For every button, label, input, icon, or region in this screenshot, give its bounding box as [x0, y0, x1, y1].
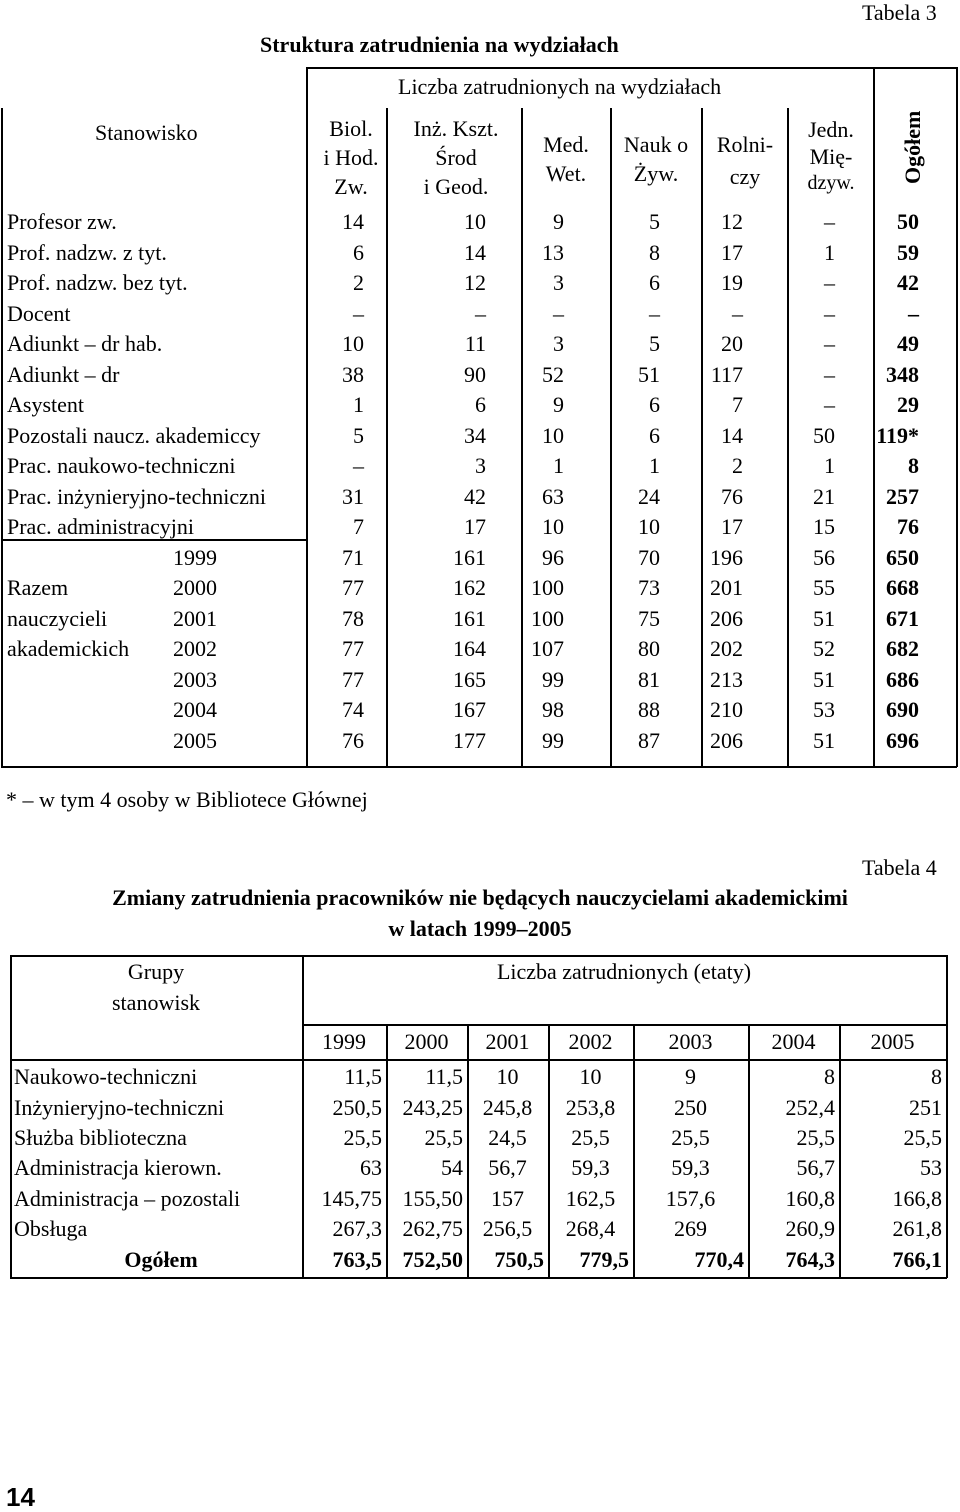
table3-cell: 7: [732, 392, 743, 418]
table3-right-rule: [956, 67, 958, 767]
table3-cell: 74: [342, 697, 364, 723]
table3-cell: 14: [342, 209, 364, 235]
table3-total-cell: 668: [886, 575, 919, 601]
table3-cell: 52: [542, 361, 564, 387]
table3-year-label: [3, 604, 306, 635]
table3-row-label: Adiunkt – dr: [7, 361, 120, 387]
table4-cell: 269: [674, 1216, 707, 1242]
table3-row: [3, 329, 937, 360]
table4-row-label: Naukowo-techniczni: [14, 1064, 198, 1090]
table3-row-label: Prac. naukowo-techniczni: [7, 453, 236, 479]
table3-cell: 161: [453, 544, 486, 570]
table4-cell: 251: [909, 1094, 942, 1120]
table3-cell: 117: [710, 361, 743, 387]
table3-cell: 76: [721, 483, 743, 509]
col-header-ogolem: Ogółem: [900, 110, 925, 184]
table3-cell: 31: [342, 483, 364, 509]
table3-row-label: Prac. inżynieryjno-techniczni: [7, 483, 267, 509]
table4-cell: 267,3: [332, 1216, 382, 1242]
table4-cell: 10: [496, 1064, 519, 1090]
table3-total-cell: 257: [886, 483, 919, 509]
table3-cell: 10: [542, 514, 564, 540]
table3-row-label: Docent: [7, 300, 71, 326]
table4-title-line2: w latach 1999–2005: [388, 916, 572, 941]
table3-cell: 34: [464, 422, 486, 448]
table3-cell: 6: [353, 239, 364, 265]
table4-row: [10, 1153, 946, 1183]
table3-cell: 38: [342, 361, 364, 387]
table3-bottom-rule: [1, 766, 957, 768]
table4-grupy-header: Grupy stanowisk: [112, 959, 200, 1015]
table3-cell: 8: [649, 239, 660, 265]
table3-top-rule: [306, 67, 958, 69]
table3-cell: 6: [475, 392, 486, 418]
table4-cell: 779,5: [579, 1246, 629, 1272]
table3-cell: 196: [710, 544, 743, 570]
table4-cell: 11,5: [344, 1064, 382, 1090]
table3-total-cell: 49: [897, 331, 919, 357]
table4-right-rule: [946, 955, 948, 1278]
table4-cell: 25,5: [796, 1124, 835, 1150]
table3-cell: 1: [824, 239, 835, 265]
table3-cell: 17: [721, 514, 743, 540]
table3-cell: 55: [813, 575, 835, 601]
table3-total-cell: 29: [897, 392, 919, 418]
table3-title: Struktura zatrudnienia na wydziałach: [260, 32, 619, 57]
table3-cell: 15: [813, 514, 835, 540]
table3-cell: 13: [542, 239, 564, 265]
table4-cell: 166,8: [892, 1185, 942, 1211]
table3-razem-label: akademickich: [7, 636, 130, 661]
table3-year: 2004: [173, 697, 217, 722]
table3-cell: 206: [710, 727, 743, 753]
table3-cell: 56: [813, 544, 835, 570]
table3-cell: 12: [721, 209, 743, 235]
table3-cell: 17: [464, 514, 486, 540]
table3-cell: 77: [342, 636, 364, 662]
table3-row: [3, 512, 937, 543]
table3-cell: 1: [824, 453, 835, 479]
table3-cell: 177: [453, 727, 486, 753]
table4-body: [10, 1062, 946, 1275]
table3-cell: 100: [531, 575, 564, 601]
table3-total-cell: 671: [886, 605, 919, 631]
table4-cell: 53: [920, 1155, 942, 1181]
table4-cell: 24,5: [488, 1124, 527, 1150]
table3-cell: 3: [553, 270, 564, 296]
table3-cell: 98: [542, 697, 564, 723]
table4-row-label: Ogółem: [124, 1246, 198, 1272]
table3-cell: 5: [649, 331, 660, 357]
table3-cell: 51: [813, 727, 835, 753]
table3-razem-label: Razem: [7, 575, 69, 600]
table4-cell: 59,3: [571, 1155, 610, 1181]
table3-cell: –: [553, 300, 564, 326]
table3-year-row: [3, 543, 937, 574]
col-header-jedn: Jedn. Mię- dzyw.: [807, 117, 855, 194]
table3-total-cell: 59: [897, 239, 919, 265]
table4-cell: 162,5: [565, 1185, 616, 1211]
table3-total-cell: 42: [897, 270, 919, 296]
table3-cell: 206: [710, 605, 743, 631]
table4-cell: 54: [441, 1155, 463, 1181]
table4-cell: 752,50: [402, 1246, 463, 1272]
table3-body: [3, 207, 937, 756]
table3-cell: 21: [813, 483, 835, 509]
table4-cell: 11,5: [425, 1064, 463, 1090]
table3-cell: –: [353, 300, 364, 326]
table3-year-row: [3, 665, 937, 696]
table4-row-label: Administracja kierown.: [14, 1155, 222, 1181]
table3-cell: 10: [342, 331, 364, 357]
table3-row: [3, 268, 937, 299]
table3-cell: 210: [710, 697, 743, 723]
table4-cell: 160,8: [785, 1185, 835, 1211]
table3-cell: 63: [542, 483, 564, 509]
table4-cell: 8: [931, 1064, 942, 1090]
table4-cell: 268,4: [565, 1216, 616, 1242]
table4-cell: 56,7: [488, 1155, 527, 1181]
table3-cell: 42: [464, 483, 486, 509]
table3-year-label: [3, 695, 306, 726]
table4-cell: 245,8: [482, 1094, 533, 1120]
table4-row-label: Inżynieryjno-techniczni: [14, 1094, 225, 1120]
table3-cell: 1: [353, 392, 364, 418]
table3-cell: 5: [353, 422, 364, 448]
table4-row: [10, 1092, 946, 1122]
table3-row: [3, 451, 937, 482]
table3-cell: –: [824, 392, 835, 418]
table4-cell: 25,5: [424, 1124, 463, 1150]
table3-cell: 107: [531, 636, 564, 662]
table3-total-cell: 686: [886, 666, 919, 692]
table4-total-row: [10, 1244, 946, 1274]
col-header-med: Med. Wet.: [543, 132, 589, 186]
table3-cell: –: [824, 331, 835, 357]
table3-cell: 99: [542, 727, 564, 753]
table3-cell: 14: [464, 239, 486, 265]
table4-header-bottom-rule: [10, 1059, 947, 1061]
table4-cell: 25,5: [671, 1124, 710, 1150]
table3-cell: 3: [553, 331, 564, 357]
table3-cell: 24: [638, 483, 660, 509]
table3-cell: 75: [638, 605, 660, 631]
table3-cell: 100: [531, 605, 564, 631]
table3-row: [3, 238, 937, 269]
table3-row: [3, 390, 937, 421]
table3-cell: 76: [342, 727, 364, 753]
table4-title-line1: Zmiany zatrudnienia pracowników nie będących nauczycielami akademickimi: [112, 885, 848, 910]
table3-row-label: Pozostali naucz. akademiccy: [7, 422, 261, 448]
table3-stanowisko-header: Stanowisko: [95, 120, 198, 145]
table4-years-top-rule: [302, 1024, 947, 1026]
table3-cell: 12: [464, 270, 486, 296]
table4-row: [10, 1062, 946, 1092]
table3-cell: 80: [638, 636, 660, 662]
table3-cell: 2: [353, 270, 364, 296]
table4-row-label: Administracja – pozostali: [14, 1185, 241, 1211]
col-header-rolni: Rolni- czy: [716, 132, 774, 189]
table3-cell: 213: [710, 666, 743, 692]
table3-row: [3, 207, 937, 238]
table3-cell: 78: [342, 605, 364, 631]
table3-cell: 1: [649, 453, 660, 479]
table3-group-header: Liczba zatrudnionych na wydziałach: [398, 74, 722, 99]
table3-label: Tabela 3: [862, 0, 937, 25]
table3-cell: 3: [475, 453, 486, 479]
table3-cell: 2: [732, 453, 743, 479]
table4-cell: 25,5: [343, 1124, 382, 1150]
table3-cell: –: [353, 453, 364, 479]
table3-row: [3, 421, 937, 452]
table4-bottom-rule: [10, 1277, 947, 1279]
table3-year-row: [3, 573, 937, 604]
table3-year-row: [3, 634, 937, 665]
table4-cell: 8: [824, 1064, 835, 1090]
table4-cell: 25,5: [903, 1124, 942, 1150]
table3-cell: 10: [638, 514, 660, 540]
table3-year-row: [3, 695, 937, 726]
table3-cell: 51: [638, 361, 660, 387]
table3-cell: 52: [813, 636, 835, 662]
table3-row-label: Profesor zw.: [7, 209, 117, 235]
table3-cell: –: [824, 270, 835, 296]
table3-cell: 6: [649, 392, 660, 418]
table3-cell: 70: [638, 544, 660, 570]
table4-year-header-row: [302, 1029, 946, 1057]
table4-row-label: Służba biblioteczna: [14, 1124, 187, 1150]
table3-cell: 161: [453, 605, 486, 631]
table3-cell: 53: [813, 697, 835, 723]
table4-year-header: 2004: [771, 1029, 816, 1054]
table3-total-cell: 76: [897, 514, 919, 540]
table3-cell: 20: [721, 331, 743, 357]
table3-cell: 71: [342, 544, 364, 570]
table3-cell: 6: [649, 422, 660, 448]
table3-total-cell: 50: [897, 209, 919, 235]
table3-row-label: Asystent: [7, 392, 84, 418]
table3-year: 2005: [173, 727, 217, 753]
table3-year: 1999: [173, 544, 217, 570]
table4-cell: 766,1: [892, 1246, 942, 1272]
col-header-inz: Inż. Kszt. Środ i Geod.: [413, 116, 499, 199]
table3-year-label: [3, 726, 306, 757]
table3-cell: –: [824, 300, 835, 326]
table3-row-label: Adiunkt – dr hab.: [7, 331, 163, 357]
table3-cell: 10: [542, 422, 564, 448]
table3-cell: 87: [638, 727, 660, 753]
table3-total-cell: 690: [886, 697, 919, 723]
col-header-biol: Biol. i Hod. Zw.: [323, 116, 379, 199]
table3-cell: 77: [342, 666, 364, 692]
table3-razem-label: nauczycieli: [7, 605, 108, 631]
table4-row: [10, 1184, 946, 1214]
table3-total-cell: 348: [886, 361, 919, 387]
table3-cell: –: [475, 300, 486, 326]
table3-year-row: [3, 726, 937, 757]
table4-cell: 10: [579, 1064, 602, 1090]
table4-cell: 261,8: [892, 1216, 942, 1242]
table3-total-cell: 8: [908, 453, 919, 479]
table4-year-header: 2005: [870, 1029, 915, 1054]
table3-cell: 11: [464, 331, 486, 357]
table4-cell: 157: [491, 1185, 524, 1211]
table3-cell: 73: [638, 575, 660, 601]
table3-cell: 5: [649, 209, 660, 235]
table3-year: 2003: [173, 666, 217, 692]
table3-cell: 10: [464, 209, 486, 235]
table3-total-cell: –: [908, 300, 919, 326]
table3-cell: 96: [542, 544, 564, 570]
table4-label: Tabela 4: [862, 855, 937, 880]
table3-cell: –: [649, 300, 660, 326]
table4-cell: 243,25: [402, 1094, 463, 1120]
table3-cell: 165: [453, 666, 486, 692]
table4-cell: 145,75: [321, 1185, 382, 1211]
table4-cell: 770,4: [694, 1246, 744, 1272]
table3-year-label: [3, 634, 306, 665]
table4-cell: 256,5: [482, 1216, 533, 1242]
table3-cell: 14: [721, 422, 743, 448]
table4-cell: 9: [685, 1064, 696, 1090]
table3-cell: 90: [464, 361, 486, 387]
table4-cell: 250,5: [332, 1094, 382, 1120]
table4-cell: 763,5: [332, 1246, 382, 1272]
table3-cell: 7: [353, 514, 364, 540]
table4-year-header: 2001: [485, 1029, 530, 1054]
table4-year-header: 2003: [668, 1029, 713, 1054]
table3-row: [3, 299, 937, 330]
table4-year-header: 1999: [322, 1029, 366, 1054]
table3-cell: 51: [813, 605, 835, 631]
table3-cell: 81: [638, 666, 660, 692]
table4-cell: 262,75: [402, 1216, 463, 1242]
table3-year: 2001: [173, 605, 217, 631]
table4-top-rule: [10, 955, 947, 957]
table3-year-label: [3, 665, 306, 696]
table4-cell: 250: [674, 1094, 707, 1120]
table4-cell: 25,5: [571, 1124, 610, 1150]
table4-row: [10, 1214, 946, 1244]
table4-cell: 56,7: [796, 1155, 835, 1181]
table3-cell: 9: [553, 209, 564, 235]
table3-row-label: Prac. administracyjni: [7, 514, 194, 540]
table3-footnote: * – w tym 4 osoby w Bibliotece Głównej: [6, 787, 368, 812]
table3-cell: –: [732, 300, 743, 326]
table3-cell: 202: [710, 636, 743, 662]
table3-cell: 99: [542, 666, 564, 692]
table4-cell: 157,6: [665, 1185, 716, 1211]
table4-cell: 764,3: [785, 1246, 835, 1272]
table3-total-cell: 696: [886, 727, 919, 753]
table3-total-cell: 682: [886, 636, 919, 662]
table3-cell: 19: [721, 270, 743, 296]
table3-cell: 9: [553, 392, 564, 418]
table4-cell: 155,50: [402, 1185, 463, 1211]
table3-total-cell: 119*: [876, 422, 919, 448]
table3-row-label: Prof. nadzw. bez tyt.: [7, 270, 188, 296]
table4-cell: 260,9: [785, 1216, 835, 1242]
table3-cell: –: [824, 209, 835, 235]
table4-cell: 252,4: [785, 1094, 835, 1120]
table4-cell: 63: [360, 1155, 382, 1181]
table3-year-label: [3, 573, 306, 604]
table3-cell: 88: [638, 697, 660, 723]
table4-row-label: Obsługa: [14, 1216, 88, 1242]
table3-cell: 6: [649, 270, 660, 296]
table3-total-cell: 650: [886, 544, 919, 570]
page-number: 14: [6, 1482, 35, 1512]
table3-cell: 17: [721, 239, 743, 265]
table4-cell: 59,3: [671, 1155, 710, 1181]
table3-cell: 77: [342, 575, 364, 601]
table4-cell: 253,8: [565, 1094, 616, 1120]
table3-cell: 1: [553, 453, 564, 479]
table4-cell: 750,5: [494, 1246, 544, 1272]
table3-year: 2002: [173, 636, 217, 661]
table3-row-label: Prof. nadzw. z tyt.: [7, 239, 167, 265]
table3-cell: 167: [453, 697, 486, 723]
table3-cell: 50: [813, 422, 835, 448]
table3-cell: 162: [453, 575, 486, 601]
col-header-nauk: Nauk o Żyw.: [623, 132, 689, 186]
table4-year-header: 2002: [568, 1029, 613, 1054]
table3-year-row: [3, 604, 937, 635]
table3-year-label: [3, 543, 306, 574]
table3-cell: –: [824, 361, 835, 387]
table4-liczba-header: Liczba zatrudnionych (etaty): [496, 959, 752, 984]
table4-year-header: 2000: [404, 1029, 449, 1054]
table3-cell: 164: [453, 636, 486, 662]
table4-row: [10, 1123, 946, 1153]
table3-row: [3, 482, 937, 513]
table3-row: [3, 360, 937, 391]
table3-year: 2000: [173, 575, 217, 600]
table3-cell: 201: [710, 575, 743, 601]
table3-cell: 51: [813, 666, 835, 692]
